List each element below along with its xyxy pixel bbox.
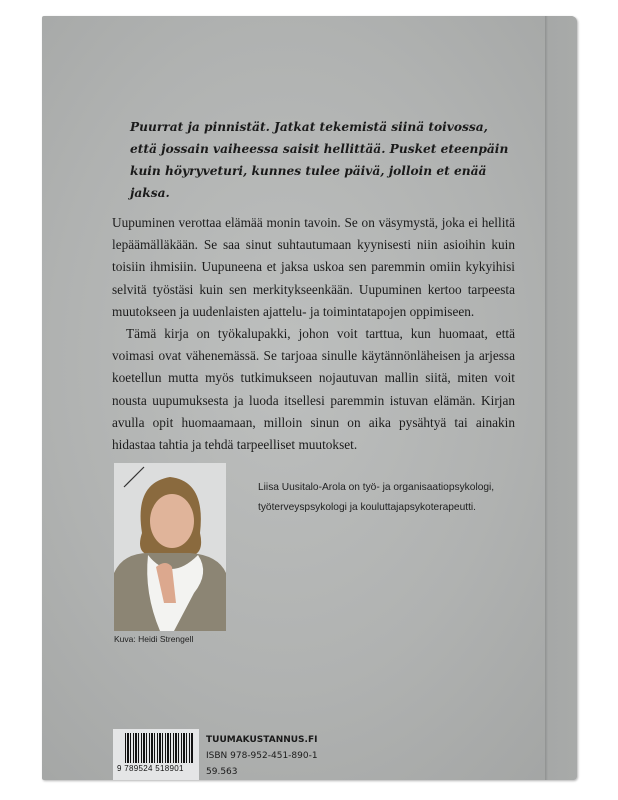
book-back-cover [42,16,577,780]
publisher-site: TUUMAKUSTANNUS.FI [206,735,318,745]
photo-caption: Kuva: Heidi Strengell [114,634,194,644]
blurb-paragraph: Tämä kirja on työkalupakki, johon voit tarttua, kun huomaat, että voimasi ovat vähenemässä. Se tarjoaa sinulle käytännönläheisen ja arjessa koetellun mutta myös tutkimukseen nojautuvan mallin siitä, miten voit nousta uupumuksesta ja luoda itsellesi paremmin istuvan elämän. Kirjan avulla opit huomaamaan, milloin sinun on aika pysähtyä tai ainakin hidastaa tahtia ja tehdä tarpeelliset muutokset. [112,326,515,453]
barcode-bars [125,733,193,763]
spine-edge [545,16,577,780]
blurb [112,212,515,456]
blurb-paragraph: Uupuminen verottaa elämää monin tavoin. Se on väsymystä, joka ei hellitä lepäämälläkään. Se saa sinut suhtautumaan kyynisesti niin asioihin kuin toisiin ihmisiin. Uupuneena et jaksa uskoa sen paremmin omiin kykyihisi selvitä työstäsi kuin sen merkitykseenkään. Uupuminen kertoo tarpeesta muutokseen ja uudenlaisten ajattelu- ja toimintatapojen oppimiseen. [112,215,515,319]
publisher-info [206,732,318,780]
classification-number: 59.563 [206,767,238,777]
isbn-text: ISBN 978-952-451-890-1 [206,751,318,761]
barcode-number: 9 789524 518901 [117,764,184,773]
author-portrait-illustration [114,463,226,631]
author-photo [114,463,226,631]
cover-quote: Puurrat ja pinnistät. Jatkat tekemistä siinä toivossa, että jossain vaiheessa saisit hellittää. Pusket eteenpäin kuin höyryveturi, kunnes tulee päivä, jolloin et enää jaksa. [130,120,509,200]
isbn-barcode [113,729,199,780]
author-bio: Liisa Uusitalo-Arola on työ- ja organisaatiopsykologi, työterveyspsykologi ja kouluttajapsykoterapeutti. [258,482,495,513]
